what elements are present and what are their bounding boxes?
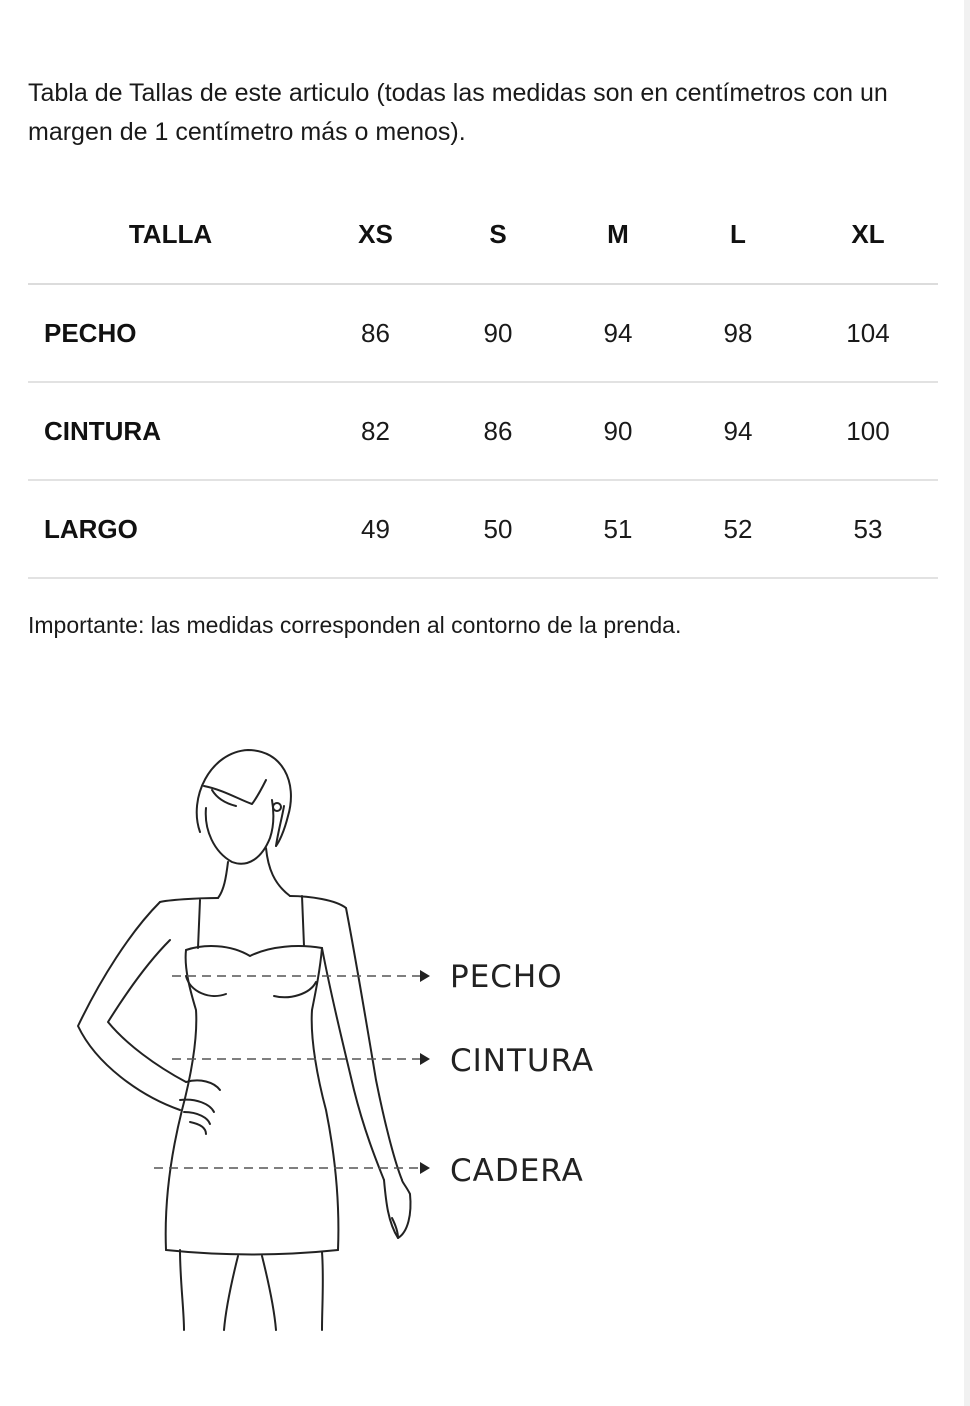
header-m: M <box>558 186 678 284</box>
header-s: S <box>438 186 558 284</box>
header-talla: TALLA <box>28 186 313 284</box>
table-cell: 51 <box>558 480 678 578</box>
figure-label-hip: CADERA <box>450 1153 584 1189</box>
table-cell: 82 <box>313 382 438 480</box>
table-cell: 86 <box>438 382 558 480</box>
table-row <box>28 382 938 480</box>
table-cell: 98 <box>678 284 798 382</box>
size-table <box>28 186 938 579</box>
table-row <box>28 284 938 382</box>
header-l: L <box>678 186 798 284</box>
table-cell: 90 <box>438 284 558 382</box>
table-header-row <box>28 186 938 284</box>
table-cell: 49 <box>313 480 438 578</box>
table-cell: 94 <box>558 284 678 382</box>
dress-figure-illustration <box>60 735 660 1345</box>
header-xl: XL <box>798 186 938 284</box>
measurement-note: Importante: las medidas corresponden al contorno de la prenda. <box>28 612 682 638</box>
row-label: LARGO <box>28 480 313 578</box>
table-cell: 100 <box>798 382 938 480</box>
table-cell: 50 <box>438 480 558 578</box>
row-label: CINTURA <box>28 382 313 480</box>
table-cell: 104 <box>798 284 938 382</box>
scrollbar-track[interactable] <box>964 0 970 1406</box>
table-cell: 53 <box>798 480 938 578</box>
figure-label-chest: PECHO <box>450 959 563 995</box>
table-cell: 90 <box>558 382 678 480</box>
intro-text: Tabla de Tallas de este articulo (todas las medidas son en centímetros con un margen de 1 centímetro más o menos). <box>28 79 888 146</box>
table-cell: 52 <box>678 480 798 578</box>
table-row <box>28 480 938 578</box>
figure-label-waist: CINTURA <box>450 1043 595 1079</box>
measurement-figure <box>60 735 660 1345</box>
header-xs: XS <box>313 186 438 284</box>
row-label: PECHO <box>28 284 313 382</box>
table-cell: 86 <box>313 284 438 382</box>
table-cell: 94 <box>678 382 798 480</box>
